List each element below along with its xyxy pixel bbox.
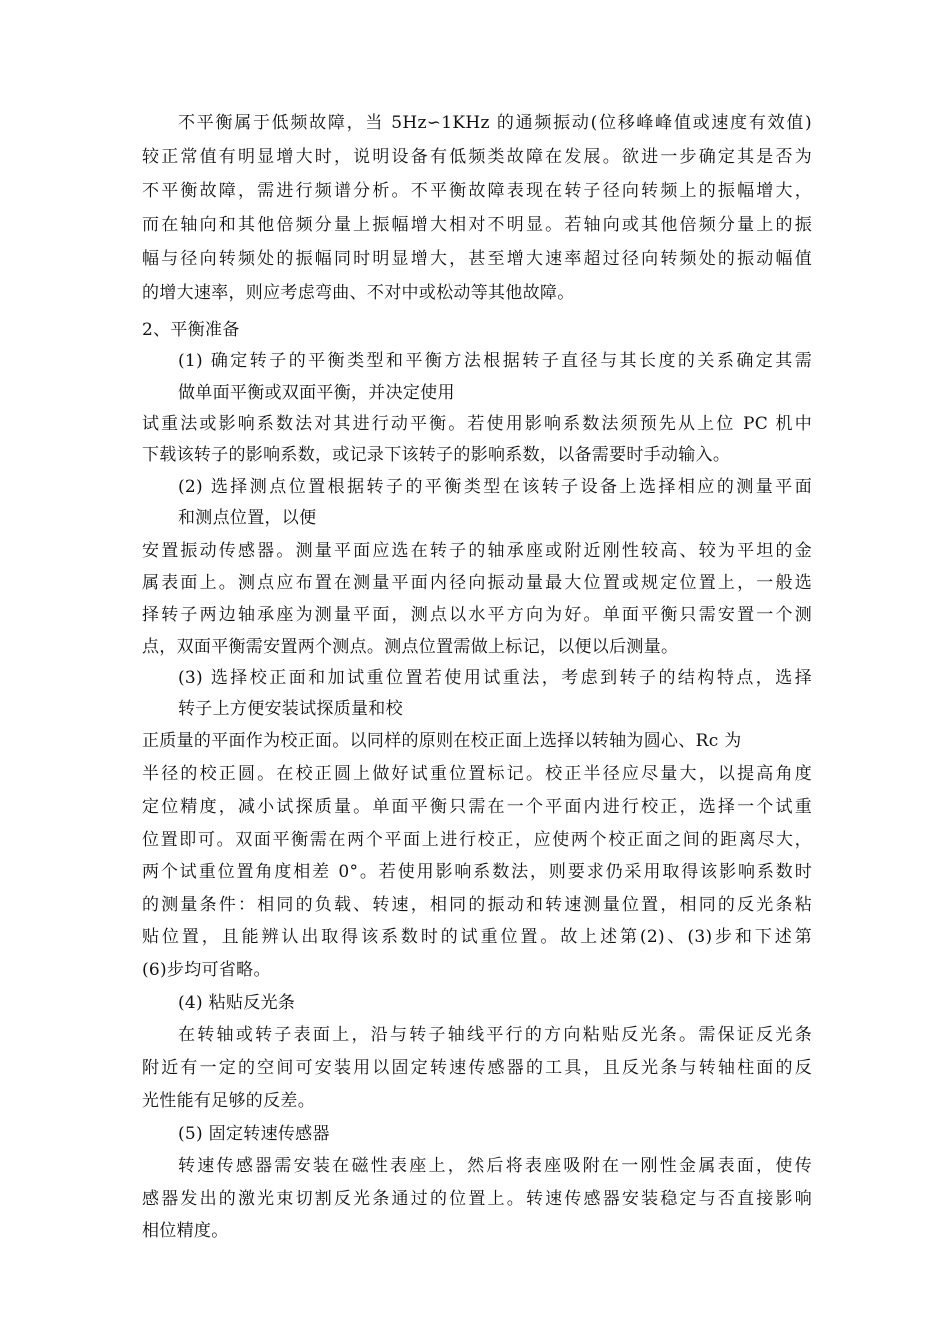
paragraph-line: 定位精度，减小试探质量。单面平衡只需在一个平面内进行校正，选择一个试重 — [142, 797, 812, 817]
paragraph-line: 而在轴向和其他倍频分量上振幅增大相对不明显。若轴向或其他倍频分量上的振 — [142, 215, 812, 235]
paragraph-line: 转速传感器需安装在磁性表座上，然后将表座吸附在一刚性金属表面，使传 — [178, 1156, 812, 1176]
paragraph-line: 的测量条件：相同的负载、转速，相同的振动和转速测量位置，相同的反光条粘 — [142, 895, 812, 915]
numbered-item-line: (4) 粘贴反光条 — [178, 993, 296, 1013]
paragraph-line: 择转子两边轴承座为测量平面，测点以水平方向为好。单面平衡只需安置一个测 — [142, 605, 812, 625]
numbered-item-line: 转子上方便安装试探质量和校 — [178, 699, 403, 719]
paragraph-line: 下载该转子的影响系数，或记录下该转子的影响系数，以备需要时手动输入。 — [142, 445, 731, 465]
numbered-item-line: (1) 确定转子的平衡类型和平衡方法根据转子直径与其长度的关系确定其需 — [178, 351, 812, 371]
paragraph-line: 半径的校正圆。在校正圆上做好试重位置标记。校正半径应尽量大，以提高角度 — [142, 764, 812, 784]
section-heading: 2、平衡准备 — [142, 320, 240, 340]
paragraph-line: 附近有一定的空间可安装用以固定转速传感器的工具，且反光条与转轴柱面的反 — [142, 1058, 812, 1078]
paragraph-line: 的增大速率，则应考虑弯曲、不对中或松动等其他故障。 — [142, 283, 575, 303]
paragraph-line: 感器发出的激光束切割反光条通过的位置上。转速传感器安装稳定与否直接影响 — [142, 1189, 812, 1209]
paragraph-line: 两个试重位置角度相差 0°。若使用影响系数法，则要求仍采用取得该影响系数时 — [142, 862, 812, 882]
numbered-item-line: 和测点位置，以便 — [178, 508, 317, 528]
paragraph-line: 点，双面平衡需安置两个测点。测点位置需做上标记，以便以后测量。 — [142, 637, 679, 657]
paragraph-line: 幅与径向转频处的振幅同时明显增大，甚至增大速率超过径向转频处的振动幅值 — [142, 249, 812, 269]
paragraph-line: 试重法或影响系数法对其进行动平衡。若使用影响系数法须预先从上位 PC 机中 — [142, 414, 812, 434]
paragraph-line: (6)步均可省略。 — [142, 960, 271, 980]
paragraph-line: 较正常值有明显增大时，说明设备有低频类故障在发展。欲进一步确定其是否为 — [142, 147, 812, 167]
numbered-item-line: (2) 选择测点位置根据转子的平衡类型在该转子设备上选择相应的测量平面 — [178, 477, 812, 497]
paragraph-line: 在转轴或转子表面上，沿与转子轴线平行的方向粘贴反光条。需保证反光条 — [178, 1025, 812, 1045]
numbered-item-line: (3) 选择校正面和加试重位置若使用试重法，考虑到转子的结构特点，选择 — [178, 668, 812, 688]
paragraph-line: 光性能有足够的反差。 — [142, 1091, 315, 1111]
paragraph-line: 位置即可。双面平衡需在两个平面上进行校正，应使两个校正面之间的距离尽大， — [142, 830, 812, 850]
paragraph-line: 相位精度。 — [142, 1221, 229, 1241]
paragraph-line: 属表面上。测点应布置在测量平面内径向振动量最大位置或规定位置上，一般选 — [142, 573, 812, 593]
numbered-item-line: 做单面平衡或双面平衡，并决定使用 — [178, 383, 455, 403]
numbered-item-line: (5) 固定转速传感器 — [178, 1124, 330, 1144]
paragraph-line: 不平衡故障，需进行频谱分析。不平衡故障表现在转子径向转频上的振幅增大， — [142, 181, 812, 201]
paragraph-line: 不平衡属于低频故障，当 5Hz∽1KHz 的通频振动(位移峰峰值或速度有效值) — [178, 113, 812, 133]
paragraph-line: 正质量的平面作为校正面。以同样的原则在校正面上选择以转轴为圆心、Rc 为 — [142, 731, 742, 751]
paragraph-line: 安置振动传感器。测量平面应选在转子的轴承座或附近刚性较高、较为平坦的金 — [142, 541, 812, 561]
paragraph-line: 贴位置，且能辨认出取得该系数时的试重位置。故上述第(2)、(3)步和下述第 — [142, 927, 812, 947]
